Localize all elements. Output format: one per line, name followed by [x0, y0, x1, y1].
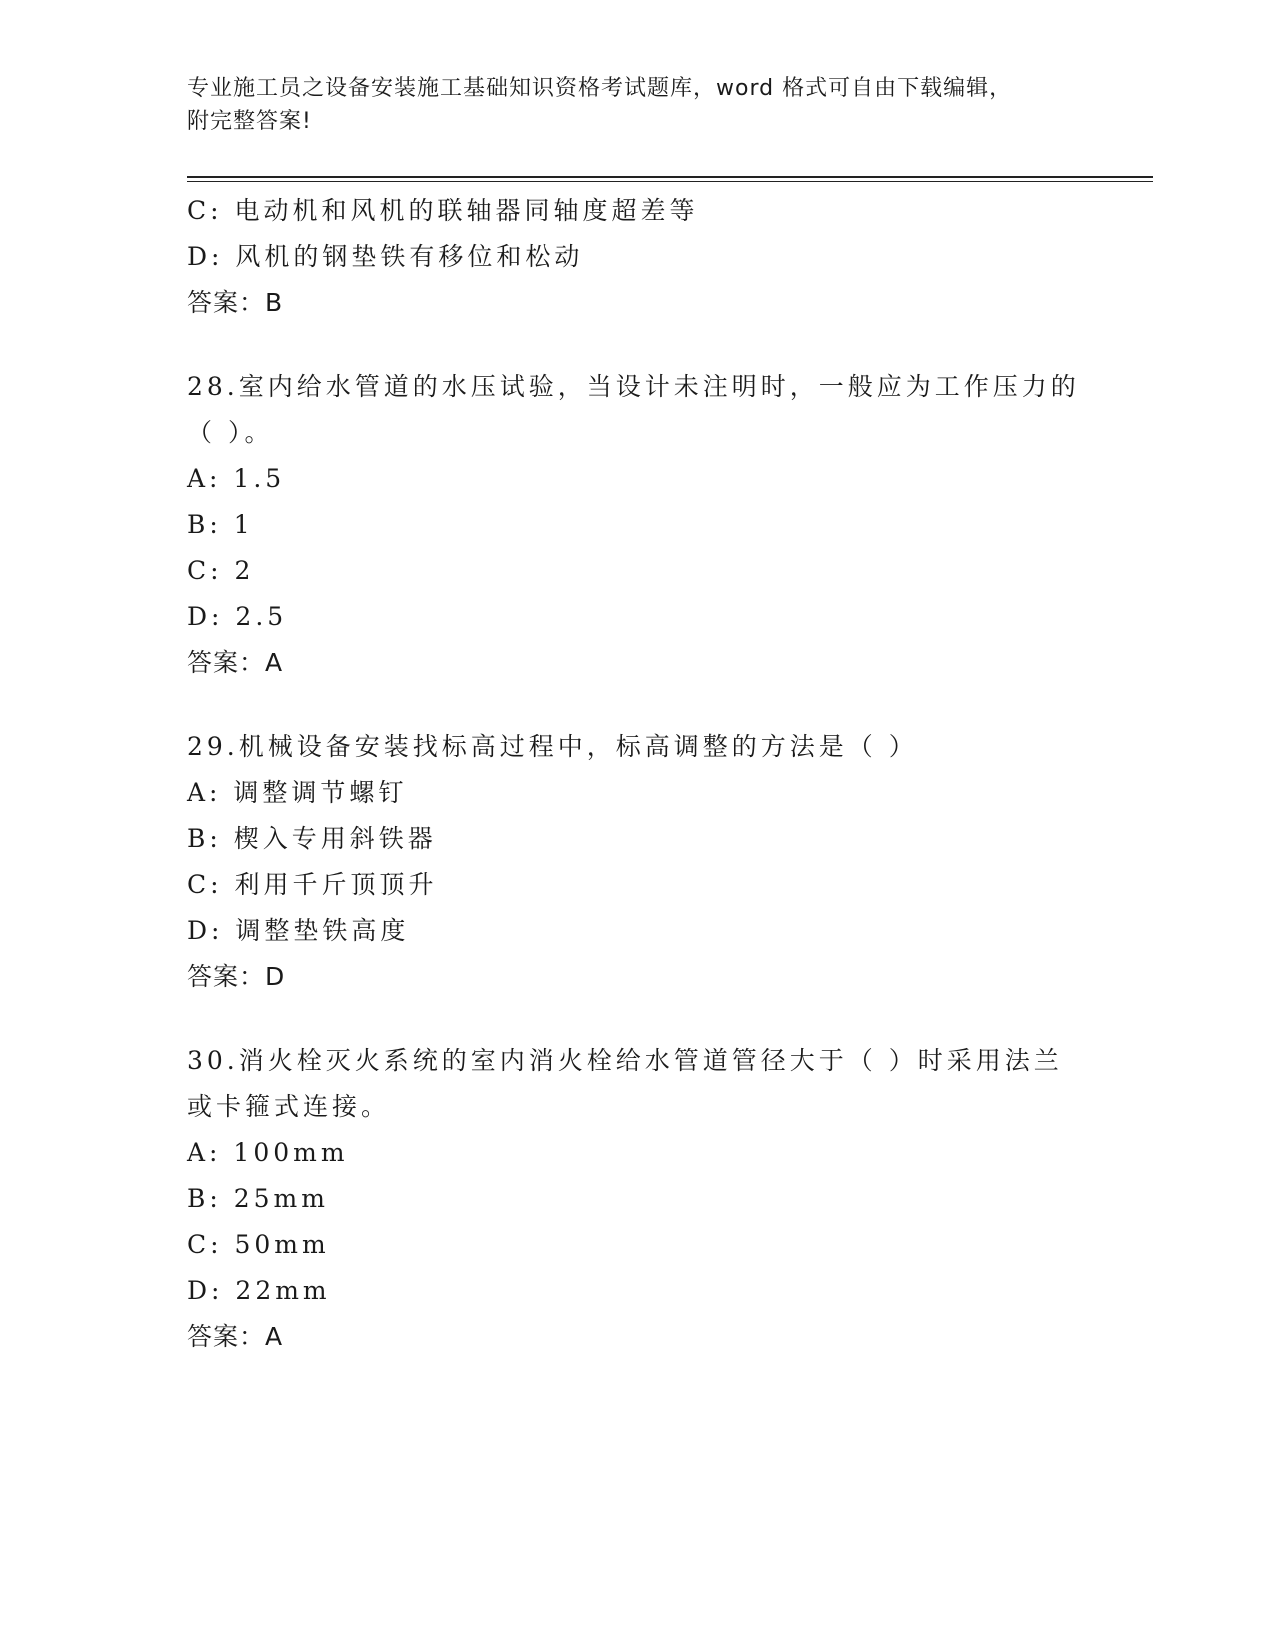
- previous-question-tail: [187, 188, 1087, 326]
- question-stem-continued: 或卡箍式连接。: [187, 1092, 391, 1121]
- answer-line: 答案：B: [187, 288, 284, 317]
- header-divider-thin: [187, 181, 1153, 182]
- option-a: A: 1.5: [187, 464, 286, 493]
- answer-line: 答案：D: [187, 962, 286, 991]
- header-line-2: 附完整答案!: [187, 109, 312, 134]
- question-30: [187, 1038, 1087, 1360]
- option-c: C: 电动机和风机的联轴器同轴度超差等: [187, 196, 699, 225]
- question-stem-continued: （ ）。: [187, 418, 274, 447]
- answer-line: 答案：A: [187, 1322, 284, 1351]
- option-d: D: 22mm: [187, 1276, 331, 1305]
- question-stem: 29.机械设备安装找标高过程中，标高调整的方法是（ ）: [187, 732, 918, 761]
- option-b: B: 25mm: [187, 1184, 329, 1213]
- option-d: D: 风机的钢垫铁有移位和松动: [187, 242, 584, 271]
- option-a: A: 调整调节螺钉: [187, 778, 408, 807]
- option-b: B: 1: [187, 510, 254, 539]
- question-stem: 30.消火栓灭火系统的室内消火栓给水管道管径大于（ ）时采用法兰: [187, 1046, 1063, 1075]
- option-d: D: 调整垫铁高度: [187, 916, 410, 945]
- question-stem: 28.室内给水管道的水压试验，当设计未注明时，一般应为工作压力的: [187, 372, 1080, 401]
- header-line-1: 专业施工员之设备安装施工基础知识资格考试题库，word 格式可自由下载编辑，: [187, 76, 1013, 101]
- page-header: [187, 72, 1067, 138]
- option-d: D: 2.5: [187, 602, 288, 631]
- header-divider: [187, 176, 1153, 178]
- question-29: [187, 724, 1087, 1000]
- option-c: C: 50mm: [187, 1230, 330, 1259]
- answer-line: 答案：A: [187, 648, 284, 677]
- option-a: A: 100mm: [187, 1138, 349, 1167]
- question-28: [187, 364, 1087, 686]
- option-c: C: 2: [187, 556, 255, 585]
- option-c: C: 利用千斤顶顶升: [187, 870, 438, 899]
- question-content: [187, 188, 1087, 1360]
- option-b: B: 楔入专用斜铁器: [187, 824, 437, 853]
